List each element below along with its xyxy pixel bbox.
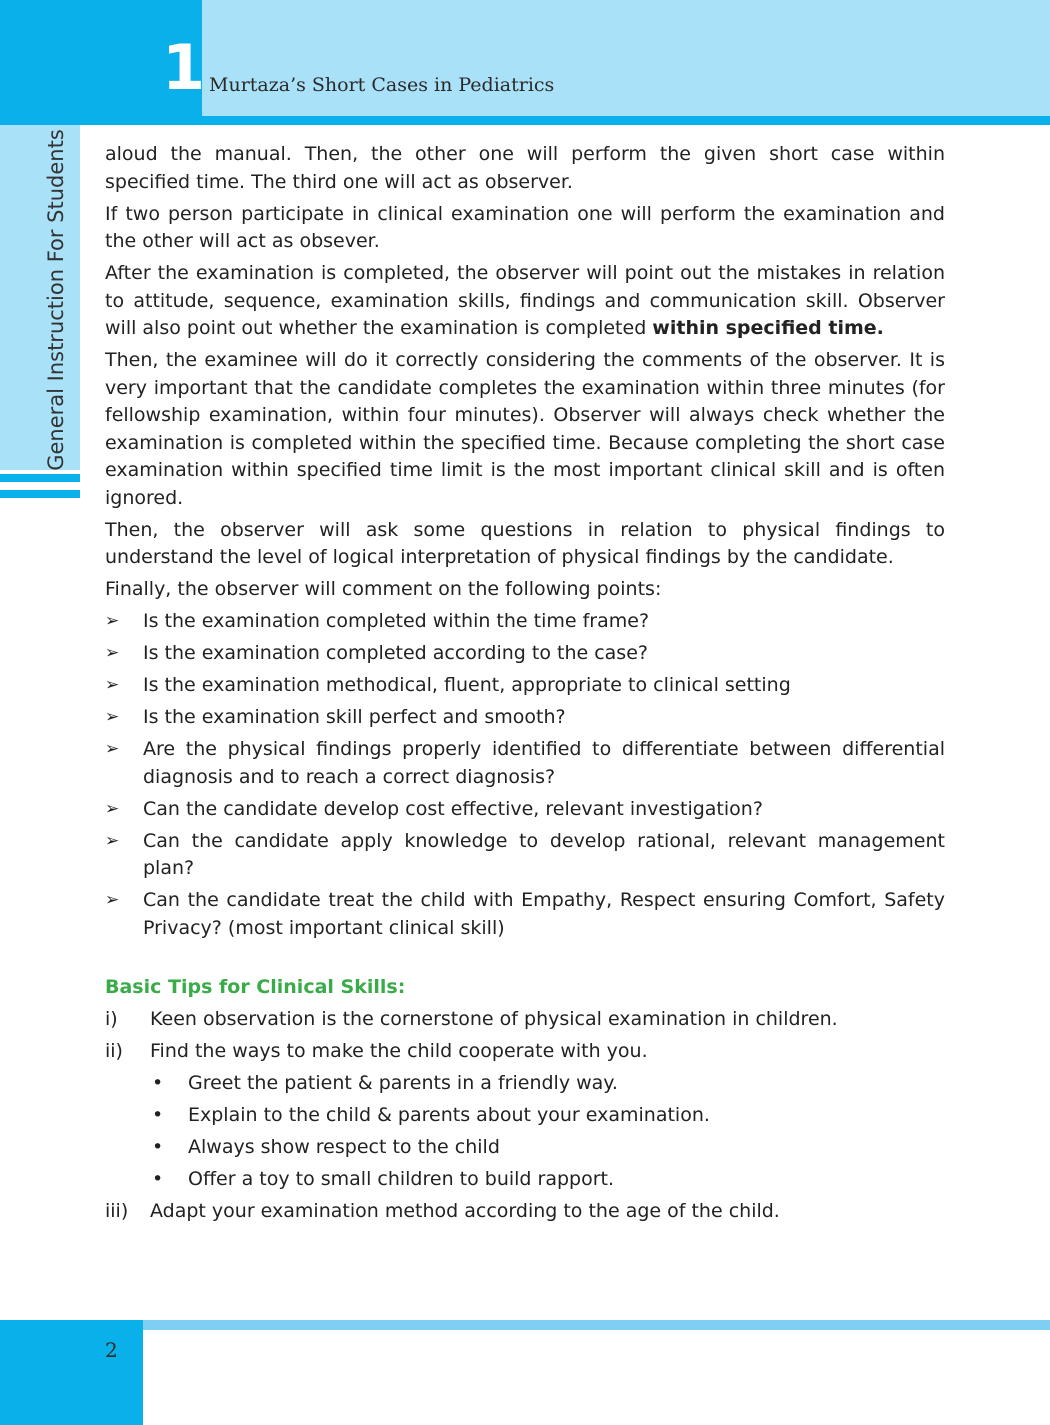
paragraph: Then, the observer will ask some questions in relation to physical findings to understand the level of logical interpretation of physical findings by the candidate. [105, 518, 945, 568]
observer-paragraph-text: After the examination is completed, the observer will point out the mistakes in relation to attitude, sequence, examination skills, findings and communication skill. Observer will also point out whether the examination is completed [105, 262, 945, 339]
list-item-text: Is the examination methodical, fluent, appropriate to clinical setting [143, 674, 791, 696]
list-item [105, 887, 945, 942]
tip-item [105, 1198, 945, 1226]
paragraph: If two person participate in clinical examination one will perform the examination and the other will act as obsever. [105, 202, 945, 252]
sub-item [150, 1070, 945, 1098]
side-tab [0, 125, 80, 470]
sub-item-text: Greet the patient & parents in a friendly way. [188, 1071, 618, 1094]
page-content [105, 141, 945, 1230]
list-item-text: Can the candidate develop cost effective, relevant investigation? [143, 797, 763, 820]
observer-paragraph-bold: within specified time. [652, 317, 884, 339]
side-tab-label: General Instruction For Students [44, 129, 68, 471]
arrow-bullet-icon: ➢ [105, 890, 120, 910]
side-tab-rule-2 [0, 490, 80, 498]
list-item-text: Can the candidate apply knowledge to develop rational, relevant management plan? [143, 829, 945, 879]
checkpoint-list [105, 608, 945, 942]
footer-band [0, 1320, 143, 1425]
tip-text: Keen observation is the cornerstone of physical examination in children. [150, 1007, 838, 1030]
arrow-bullet-icon: ➢ [105, 739, 120, 759]
tips-heading: Basic Tips for Clinical Skills: [105, 976, 406, 998]
list-item [105, 608, 945, 636]
bullet-dot-icon: • [152, 1071, 164, 1094]
list-item-text: Can the candidate treat the child with Empathy, Respect ensuring Comfort, Safety Privacy? (most important clinical skill) [143, 889, 945, 939]
list-item-text: Is the examination completed according to the case? [143, 642, 648, 664]
header-rule [0, 116, 1050, 125]
arrow-bullet-icon: ➢ [105, 707, 120, 727]
paragraph: Then, the examinee will do it correctly considering the comments of the observer. It is very important that the candidate completes the examination within three minutes (for fellowship examination, within four minutes). Observer will always check whether the examination is completed within the specified time. Because completing the short case examination within specified time limit is the most important clinical skill and is often ignored. [105, 349, 945, 509]
observer-paragraph [105, 260, 945, 343]
list-item [105, 796, 945, 824]
footer-rule [0, 1320, 1050, 1330]
chapter-number: 1 [162, 31, 206, 104]
side-tab-rule-1 [0, 474, 80, 482]
header-band-right [202, 0, 1050, 116]
arrow-bullet-icon: ➢ [105, 798, 120, 819]
sub-item-text: Offer a toy to small children to build rapport. [188, 1167, 615, 1190]
sub-item-text: Explain to the child & parents about your examination. [188, 1103, 710, 1126]
list-item [105, 640, 945, 668]
page-number: 2 [105, 1338, 118, 1362]
tips-list [105, 1006, 945, 1226]
tip-text: Adapt your examination method according to the age of the child. [150, 1199, 780, 1222]
list-item [105, 704, 945, 732]
tip-item [105, 1006, 945, 1034]
tip-number: i) [105, 1007, 118, 1030]
arrow-bullet-icon: ➢ [105, 675, 120, 695]
tip-sublist [150, 1070, 945, 1194]
tip-text: Find the ways to make the child cooperate with you. [150, 1039, 648, 1062]
sub-item-text: Always show respect to the child [188, 1135, 500, 1158]
bullet-dot-icon: • [152, 1167, 164, 1190]
list-item [105, 736, 945, 791]
arrow-bullet-icon: ➢ [105, 830, 120, 851]
tip-number: iii) [105, 1199, 129, 1222]
list-item [105, 672, 945, 700]
tip-item [105, 1038, 945, 1194]
paragraph: aloud the manual. Then, the other one will perform the given short case within specified time. The third one will act as observer. [105, 143, 945, 193]
list-item-text: Is the examination skill perfect and smooth? [143, 706, 566, 728]
list-item-text: Are the physical findings properly identified to differentiate between differential diagnosis and to reach a correct diagnosis? [143, 738, 945, 788]
arrow-bullet-icon: ➢ [105, 611, 120, 631]
list-item-text: Is the examination completed within the time frame? [143, 610, 650, 632]
sub-item [150, 1166, 945, 1194]
arrow-bullet-icon: ➢ [105, 643, 120, 663]
paragraph: Finally, the observer will comment on the following points: [105, 578, 662, 600]
list-item [105, 828, 945, 883]
bullet-dot-icon: • [152, 1103, 164, 1126]
book-title: Murtaza’s Short Cases in Pediatrics [209, 74, 555, 96]
sub-item [150, 1134, 945, 1162]
tip-number: ii) [105, 1039, 123, 1062]
sub-item [150, 1102, 945, 1130]
bullet-dot-icon: • [152, 1135, 164, 1158]
